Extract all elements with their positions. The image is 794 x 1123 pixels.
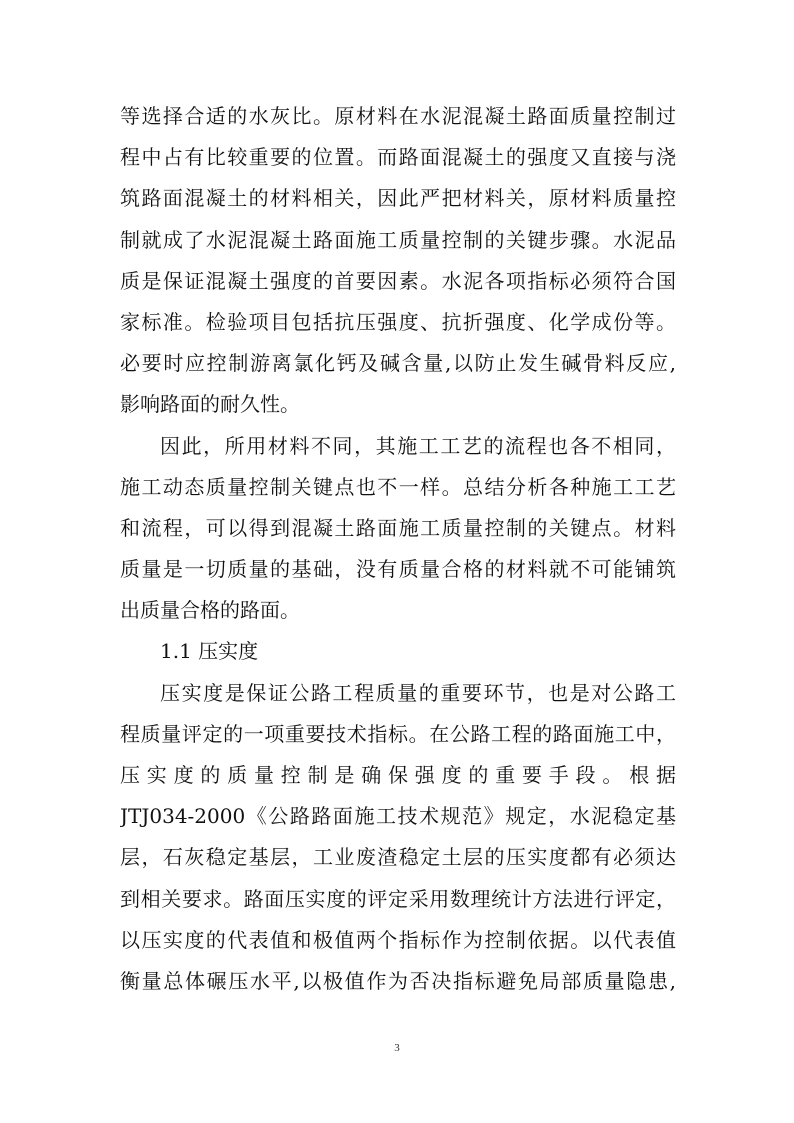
text-line: 等选择合适的水灰比。原材料在水泥混凝土路面质量控制过 xyxy=(120,104,676,128)
text-line: 压实度是保证公路工程质量的重要环节，也是对公路工 xyxy=(160,680,676,705)
text-line: 到相关要求。路面压实度的评定采用数理统计方法进行评定， xyxy=(120,886,676,911)
text-line: 家标准。检验项目包括抗压强度、抗折强度、化学成份等。 xyxy=(120,309,676,334)
section-heading: 1.1 压实度 xyxy=(160,639,259,664)
page-number: 3 xyxy=(394,1042,400,1054)
text-line: 以压实度的代表值和极值两个指标作为控制依据。以代表值 xyxy=(120,927,676,952)
text-line: 出质量合格的路面。 xyxy=(120,598,300,623)
text-line: 制就成了水泥混凝土路面施工质量控制的关键步骤。水泥品 xyxy=(120,227,676,252)
body-text xyxy=(120,96,676,1002)
text-line: 层，石灰稳定基层，工业废渣稳定土层的压实度都有必须达 xyxy=(120,845,676,870)
text-line: 筑路面混凝土的材料相关，因此严把材料关，原材料质量控 xyxy=(120,186,676,211)
text-line: 衡量总体碾压水平,以极值作为否决指标避免局部质量隐患, xyxy=(120,968,676,993)
text-line: 施工动态质量控制关键点也不一样。总结分析各种施工工艺 xyxy=(120,474,676,499)
text-line: 程中占有比较重要的位置。而路面混凝土的强度又直接与浇 xyxy=(120,145,676,170)
text-line: 因此，所用材料不同，其施工工艺的流程也各不相同， xyxy=(160,433,676,458)
text-line: 压实度的质量控制是确保强度的重要手段。根据 xyxy=(120,763,676,787)
text-line: 影响路面的耐久性。 xyxy=(120,392,300,417)
text-line: 和流程，可以得到混凝土路面施工质量控制的关键点。材料 xyxy=(120,515,676,540)
text-line: 必要时应控制游离氯化钙及碱含量,以防止发生碱骨料反应, xyxy=(120,351,676,376)
text-line: 质量是一切质量的基础，没有质量合格的材料就不可能铺筑 xyxy=(120,557,676,582)
text-line: 程质量评定的一项重要技术指标。在公路工程的路面施工中， xyxy=(120,721,676,746)
text-line: 质是保证混凝土强度的首要因素。水泥各项指标必须符合国 xyxy=(120,268,676,293)
text-line: JTJ034-2000《公路路面施工技术规范》规定，水泥稳定基 xyxy=(120,804,676,829)
